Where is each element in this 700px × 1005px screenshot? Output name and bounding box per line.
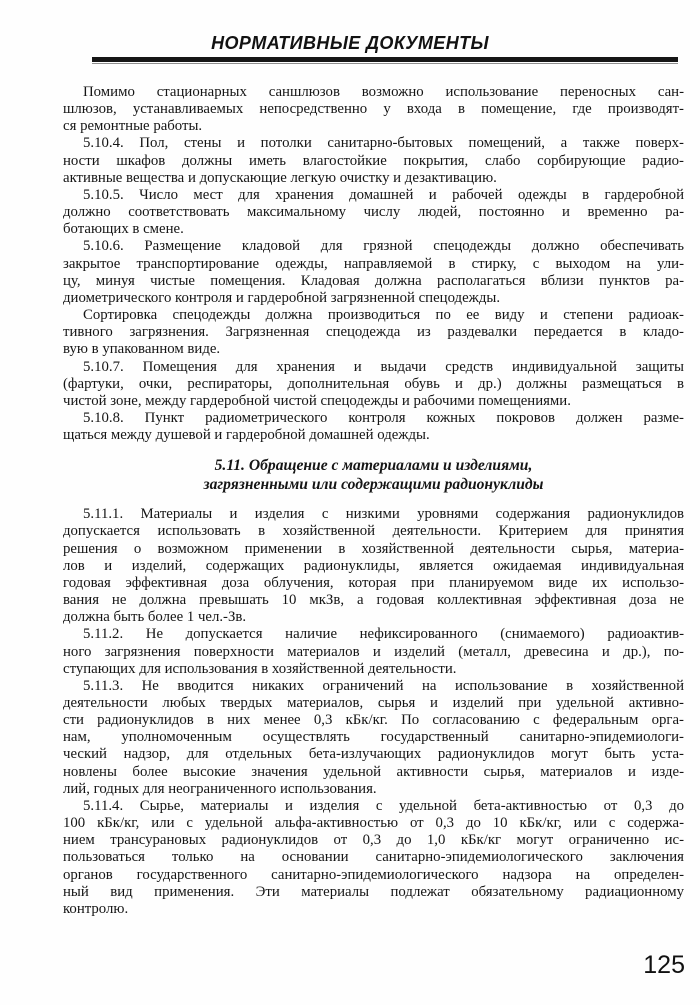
text-line: цу, минуя чистые помещения. Кладовая должна располагаться вблизи пунктов ра- [63, 272, 684, 289]
text-line: нам, уполномоченным осуществлять государственный санитарно-эпидемиологи- [63, 729, 684, 746]
text-line: 5.10.7. Помещения для хранения и выдачи средств индивидуальной защиты [83, 358, 684, 375]
text-line: ный вид применения. Эти материалы подлежат обязательному радиационному [63, 883, 684, 900]
text-line: 5.11.4. Сырье, материалы и изделия с удельной бета-активностью от 0,3 до [83, 797, 684, 814]
text-line: 5.10.8. Пункт радиометрического контроля кожных покровов должен разме- [83, 409, 684, 426]
text-line: лов и изделий, содержащих радионуклиды, является ожидаемая индивидуальная [63, 557, 684, 574]
text-line: диометрического контроля и гардеробной загрязненной спецодежды. [63, 289, 501, 306]
text-line: органов государственного санитарно-эпидемиологического надзора на определен- [63, 866, 684, 883]
text-line: 5.10.4. Пол, стены и потолки санитарно-бытовых помещений, а также поверх- [83, 135, 684, 152]
text-line: ческий надзор, для отдельных бета-излучающих радионуклидов могут быть уста- [63, 746, 684, 763]
text-line: лий, годных для неограниченного использования. [63, 780, 377, 797]
document-body [63, 84, 684, 918]
page-number: 125 [643, 951, 685, 979]
text-line: 5.11.3. Не вводится никаких ограничений на использование в хозяйственной [83, 677, 684, 694]
text-line: чистой зоне, между гардеробной чистой спецодежды и рабочими помещениями. [63, 392, 571, 409]
text-line: 5.11.2. Не допускается наличие нефиксированного (снимаемого) радиоактив- [83, 626, 684, 643]
header-rule [92, 57, 678, 64]
section-5-11-heading [63, 456, 684, 494]
clause-5-10-6 [63, 238, 684, 307]
clause-5-10-4 [63, 135, 684, 186]
text-line: сти радионуклидов в них менее 0,3 кБк/кг. По согласованию с федеральным орга- [63, 712, 684, 729]
text-line: ности шкафов должны иметь влагостойкие покрытия, слабо сорбирующие радио- [63, 152, 684, 169]
clause-5-10-8 [63, 410, 684, 444]
text-line: 100 кБк/кг, или с удельной альфа-активностью от 0,3 до 10 кБк/кг, или с содержа- [63, 815, 684, 832]
text-line: контролю. [63, 900, 129, 917]
header-rule-thin [92, 63, 678, 64]
text-line: должно соответствовать максимальному числу людей, постоянно и временно ра- [63, 204, 684, 221]
text-line: должна быть более 1 чел.-Зв. [63, 609, 247, 626]
text-line: щаться между душевой и гардеробной домашней одежды. [63, 427, 430, 444]
text-line: шлюзов, устанавливаемых непосредственно у входа в помещение, где производят- [63, 101, 684, 118]
clause-5-10-7 [63, 359, 684, 410]
text-line: решения о возможном применении в хозяйственной деятельности сырья, материа- [63, 540, 684, 557]
text-line: 5.11.1. Материалы и изделия с низкими уровнями содержания радионуклидов [83, 506, 684, 523]
text-line: вую в упакованном виде. [63, 341, 221, 358]
heading-line: 5.11. Обращение с материалами и изделиями, [214, 457, 533, 475]
text-line: 5.10.5. Число мест для хранения домашней и рабочей одежды в гардеробной [83, 186, 684, 203]
text-line: пользоваться только на основании санитарно-эпидемиологического заключения [63, 849, 684, 866]
header-rule-thick [92, 57, 678, 62]
clause-5-11-1 [63, 506, 684, 626]
running-head-title: НОРМАТИВНЫЕ ДОКУМЕНТЫ [211, 33, 489, 53]
text-line: ступающих для использования в хозяйственной деятельности. [63, 660, 457, 677]
clause-5-11-2 [63, 626, 684, 677]
text-line: 5.10.6. Размещение кладовой для грязной спецодежды должно обеспечивать [83, 238, 684, 255]
text-line: ся ремонтные работы. [63, 118, 203, 135]
text-line: нием трансурановых радионуклидов от 0,3 до 1,0 кБк/кг могут ограниченно ис- [63, 832, 684, 849]
clause-5-11-4 [63, 798, 684, 918]
heading-line: загрязненными или содержащими радионуклиды [203, 476, 544, 494]
page-header [0, 33, 700, 54]
text-line: ного загрязнения поверхности материалов и изделий (металл, древесина и др.), по- [63, 643, 684, 660]
text-line: допускается использовать в хозяйственной деятельности. Критерием для принятия [63, 523, 684, 540]
text-line: активные вещества и допускающие легкую очистку и дезактивацию. [63, 169, 497, 186]
clause-5-11-3 [63, 678, 684, 798]
text-line: Сортировка спецодежды должна производиться по ее виду и степени радиоак- [83, 307, 684, 324]
intro-paragraph [63, 84, 684, 135]
text-line: годовая эффективная доза облучения, которая при планируемом виде их использо- [63, 574, 684, 591]
text-line: тивного загрязнения. Загрязненная спецодежда из раздевалки передается в кладо- [63, 324, 684, 341]
text-line: вания не должна превышать 10 мкЗв, а годовая коллективная эффективная доза не [63, 592, 684, 609]
text-line: ботающих в смене. [63, 221, 184, 238]
text-line: (фартуки, очки, респираторы, дополнительная обувь и др.) должны размещаться в [63, 375, 684, 392]
text-line: деятельности любых твердых материалов, сырья и изделий при удельной активно- [63, 695, 684, 711]
text-line: закрытое транспортирование одежды, направляемой в стирку, с выходом на ули- [63, 255, 684, 272]
clause-5-10-5 [63, 187, 684, 238]
text-line: новлены более высокие значения удельной активности сырья, материалов и изде- [63, 763, 684, 780]
text-line: Помимо стационарных саншлюзов возможно использование переносных сан- [83, 84, 684, 100]
sorting-paragraph [63, 307, 684, 358]
